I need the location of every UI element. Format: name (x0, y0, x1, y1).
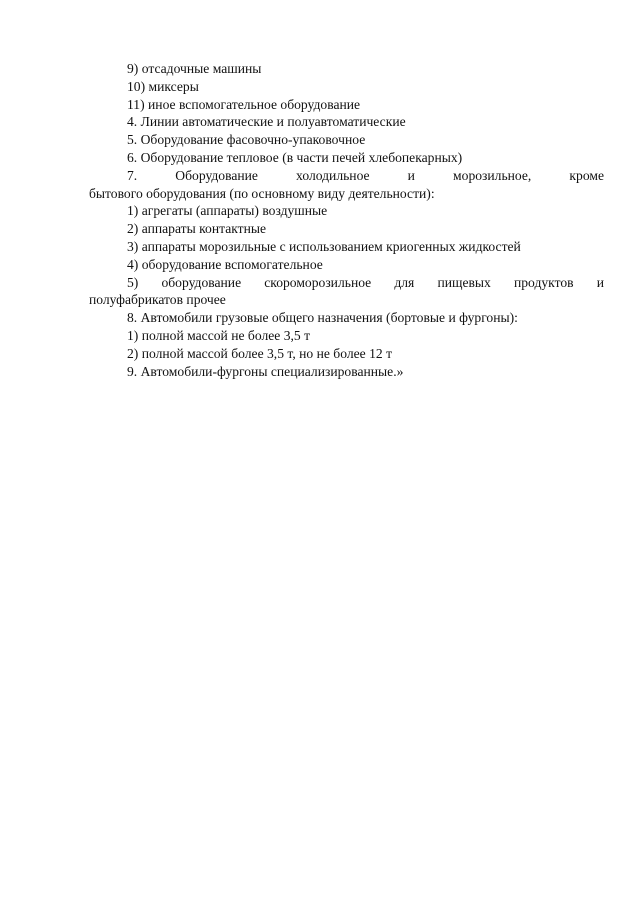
section-heading: 5. Оборудование фасовочно-упаковочное (127, 132, 366, 148)
section-heading: 6. Оборудование тепловое (в части печей хлебопекарных) (127, 149, 463, 165)
list-item: 1) полной массой не более 3,5 т (127, 327, 311, 343)
list-item: 4) оборудование вспомогательное (127, 256, 323, 272)
section-heading-continuation: бытового оборудования (по основному виду деятельности): (89, 185, 435, 201)
section-heading: 7. Оборудование холодильное и морозильное, кроме (127, 167, 604, 183)
list-item: 1) агрегаты (аппараты) воздушные (127, 203, 328, 219)
section-heading: 8. Автомобили грузовые общего назначения (бортовые и фургоны): (127, 310, 518, 326)
list-item: 10) миксеры (127, 78, 199, 94)
list-item: 5) оборудование скороморозильное для пищевых продуктов и (127, 274, 604, 290)
list-item-continuation: полуфабрикатов прочее (89, 292, 226, 308)
list-item: 9) отсадочные машины (127, 61, 262, 76)
document-body (89, 60, 604, 380)
list-item: 2) аппараты контактные (127, 221, 267, 237)
list-item: 11) иное вспомогательное оборудование (127, 96, 361, 112)
section-heading: 4. Линии автоматические и полуавтоматические (127, 114, 406, 130)
list-item: 3) аппараты морозильные с использованием криогенных жидкостей (127, 238, 521, 254)
list-item: 2) полной массой более 3,5 т, но не более 12 т (127, 345, 393, 361)
section-heading: 9. Автомобили-фургоны специализированные.» (127, 363, 404, 379)
